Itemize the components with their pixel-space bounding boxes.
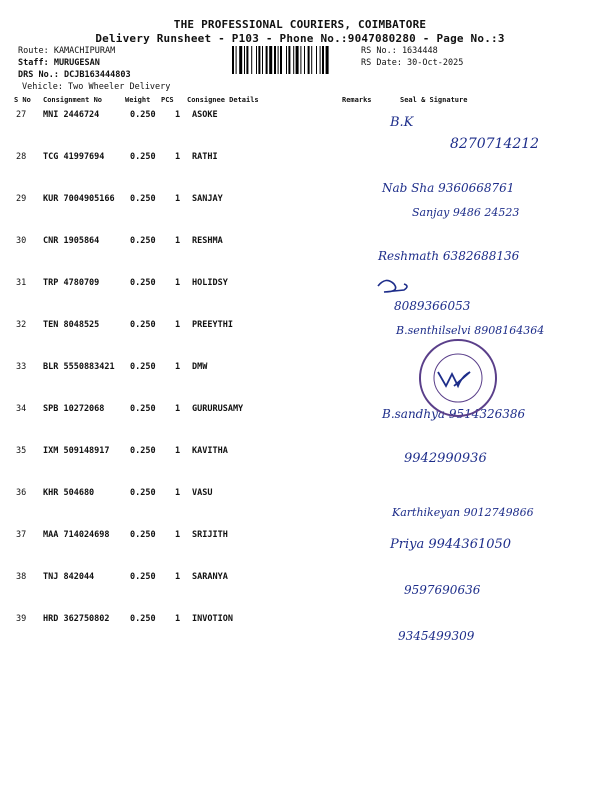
cell-pcs: 1 bbox=[175, 278, 181, 288]
barcode-bar bbox=[251, 46, 252, 74]
barcode-bar bbox=[288, 46, 290, 74]
cell-consignment: MAA 714024698 bbox=[43, 530, 110, 540]
signature-31-phone: 8089366053 bbox=[394, 299, 471, 313]
cell-consignee: RATHI bbox=[192, 152, 218, 162]
cell-pcs: 1 bbox=[175, 110, 181, 120]
barcode-bar bbox=[300, 46, 301, 74]
cell-sno: 34 bbox=[16, 404, 27, 414]
cell-pcs: 1 bbox=[175, 320, 181, 330]
cell-consignment: TRP 4780709 bbox=[43, 278, 100, 288]
drs-label: DRS No.: DCJB163444803 bbox=[18, 70, 131, 80]
runsheet-subtitle: Delivery Runsheet - P103 - Phone No.:9047080280 - Page No.:3 bbox=[95, 32, 505, 45]
cell-sno: 37 bbox=[16, 530, 27, 540]
signature-30: Reshmath 6382688136 bbox=[378, 249, 520, 263]
cell-pcs: 1 bbox=[175, 194, 181, 204]
cell-sno: 36 bbox=[16, 488, 27, 498]
cell-consignment: HRD 362750802 bbox=[43, 614, 110, 624]
cell-pcs: 1 bbox=[175, 614, 181, 624]
col-weight: Weight bbox=[125, 96, 151, 104]
cell-consignee: VASU bbox=[192, 488, 213, 498]
cell-sno: 28 bbox=[16, 152, 27, 162]
cell-consignee: GURURUSAMY bbox=[192, 404, 244, 414]
barcode-bar bbox=[269, 46, 272, 74]
barcode-bar bbox=[286, 46, 287, 74]
signature-32: B.senthilselvi 8908164364 bbox=[396, 324, 545, 337]
barcode-bar bbox=[296, 46, 299, 74]
barcode-bar bbox=[266, 46, 268, 74]
col-consignee: Consignee Details bbox=[187, 96, 259, 104]
barcode-bar bbox=[244, 46, 245, 74]
cell-consignee: PREEYTHI bbox=[192, 320, 233, 330]
col-sno: S No bbox=[14, 96, 31, 104]
cell-consignee: SRIJITH bbox=[192, 530, 228, 540]
company-title: THE PROFESSIONAL COURIERS, COIMBATORE bbox=[173, 18, 427, 31]
cell-sno: 39 bbox=[16, 614, 27, 624]
signature-34: B.sandhya 9514326386 bbox=[382, 407, 526, 421]
cell-weight: 0.250 bbox=[130, 530, 156, 540]
cell-consignment: KHR 504680 bbox=[43, 488, 95, 498]
signature-28: Nab Sha 9360668761 bbox=[382, 181, 515, 195]
col-pcs: PCS bbox=[161, 96, 174, 104]
cell-sno: 29 bbox=[16, 194, 27, 204]
barcode-bar bbox=[311, 46, 312, 74]
cell-sno: 35 bbox=[16, 446, 27, 456]
cell-weight: 0.250 bbox=[130, 572, 156, 582]
cell-weight: 0.250 bbox=[130, 614, 156, 624]
cell-consignee: KAVITHA bbox=[192, 446, 228, 456]
cell-weight: 0.250 bbox=[130, 110, 156, 120]
cell-weight: 0.250 bbox=[130, 194, 156, 204]
cell-consignment: SPB 10272068 bbox=[43, 404, 105, 414]
signature-27-phone: 8270714212 bbox=[450, 136, 540, 152]
barcode-bar bbox=[316, 46, 317, 74]
route-label: Route: KAMACHIPURAM bbox=[18, 46, 116, 56]
col-remarks: Remarks bbox=[342, 96, 372, 104]
barcode-bar bbox=[232, 46, 234, 74]
staff-label: Staff: MURUGESAN bbox=[18, 58, 100, 68]
cell-consignment: BLR 5550883421 bbox=[43, 362, 115, 372]
cell-sno: 33 bbox=[16, 362, 27, 372]
cell-weight: 0.250 bbox=[130, 152, 156, 162]
signature-27: B.K bbox=[390, 115, 414, 130]
cell-consignee: DMW bbox=[192, 362, 208, 372]
cell-pcs: 1 bbox=[175, 530, 181, 540]
barcode-bar bbox=[293, 46, 294, 74]
rubber-stamp bbox=[416, 336, 500, 420]
cell-weight: 0.250 bbox=[130, 236, 156, 246]
col-consignment: Consignment No bbox=[43, 96, 103, 104]
barcode-bar bbox=[246, 46, 248, 74]
cell-consignee: SARANYA bbox=[192, 572, 228, 582]
stamp-outer-ring bbox=[420, 340, 496, 416]
vehicle-label: Vehicle: Two Wheeler Delivery bbox=[22, 82, 171, 92]
signature-37a: Karthikeyan 9012749866 bbox=[392, 506, 534, 519]
cell-consignee: ASOKE bbox=[192, 110, 218, 120]
barcode-bar bbox=[322, 46, 324, 74]
barcode-bar bbox=[262, 46, 263, 74]
cell-consignment: TNJ 842044 bbox=[43, 572, 95, 582]
cell-weight: 0.250 bbox=[130, 446, 156, 456]
cell-pcs: 1 bbox=[175, 236, 181, 246]
barcode-bar bbox=[258, 46, 260, 74]
cell-weight: 0.250 bbox=[130, 362, 156, 372]
cell-consignment: IXM 509148917 bbox=[43, 446, 110, 456]
cell-consignee: HOLIDSY bbox=[192, 278, 228, 288]
stamp-inner-ring bbox=[434, 354, 482, 402]
cell-pcs: 1 bbox=[175, 362, 181, 372]
cell-pcs: 1 bbox=[175, 446, 181, 456]
cell-consignment: KUR 7004905166 bbox=[43, 194, 115, 204]
cell-weight: 0.250 bbox=[130, 488, 156, 498]
barcode-bar bbox=[280, 46, 282, 74]
barcode-bar bbox=[326, 46, 329, 74]
cell-pcs: 1 bbox=[175, 488, 181, 498]
cell-sno: 32 bbox=[16, 320, 27, 330]
barcode-bar bbox=[308, 46, 310, 74]
cell-consignee: RESHMA bbox=[192, 236, 223, 246]
cell-weight: 0.250 bbox=[130, 278, 156, 288]
cell-weight: 0.250 bbox=[130, 404, 156, 414]
barcode-bar bbox=[304, 46, 305, 74]
cell-consignment: TEN 8048525 bbox=[43, 320, 100, 330]
barcode-bar bbox=[256, 46, 257, 74]
cell-pcs: 1 bbox=[175, 152, 181, 162]
barcode-bar bbox=[320, 46, 321, 74]
cell-consignment: MNI 2446724 bbox=[43, 110, 100, 120]
cell-pcs: 1 bbox=[175, 572, 181, 582]
cell-sno: 38 bbox=[16, 572, 27, 582]
barcode-bar bbox=[274, 46, 276, 74]
cell-sno: 31 bbox=[16, 278, 27, 288]
barcode-bar bbox=[236, 46, 237, 74]
cell-sno: 27 bbox=[16, 110, 27, 120]
col-seal-signature: Seal & Signature bbox=[400, 96, 468, 104]
barcode-bar bbox=[278, 46, 279, 74]
signature-29: Sanjay 9486 24523 bbox=[412, 206, 520, 219]
cell-consignment: TCG 41997694 bbox=[43, 152, 105, 162]
rs-date: RS Date: 30-Oct-2025 bbox=[361, 58, 464, 68]
barcode-bar bbox=[239, 46, 242, 74]
signature-38: 9597690636 bbox=[404, 583, 481, 597]
rs-number: RS No.: 1634448 bbox=[361, 46, 438, 56]
signature-39: 9345499309 bbox=[398, 629, 475, 643]
cell-consignment: CNR 1905864 bbox=[43, 236, 100, 246]
signature-37b: Priya 9944361050 bbox=[390, 537, 512, 552]
barcode-image bbox=[232, 46, 356, 74]
signature-31-scribble bbox=[378, 280, 407, 292]
cell-consignee: SANJAY bbox=[192, 194, 223, 204]
cell-consignee: INVOTION bbox=[192, 614, 233, 624]
cell-weight: 0.250 bbox=[130, 320, 156, 330]
cell-pcs: 1 bbox=[175, 404, 181, 414]
signature-35: 9942990936 bbox=[404, 451, 487, 466]
cell-sno: 30 bbox=[16, 236, 27, 246]
